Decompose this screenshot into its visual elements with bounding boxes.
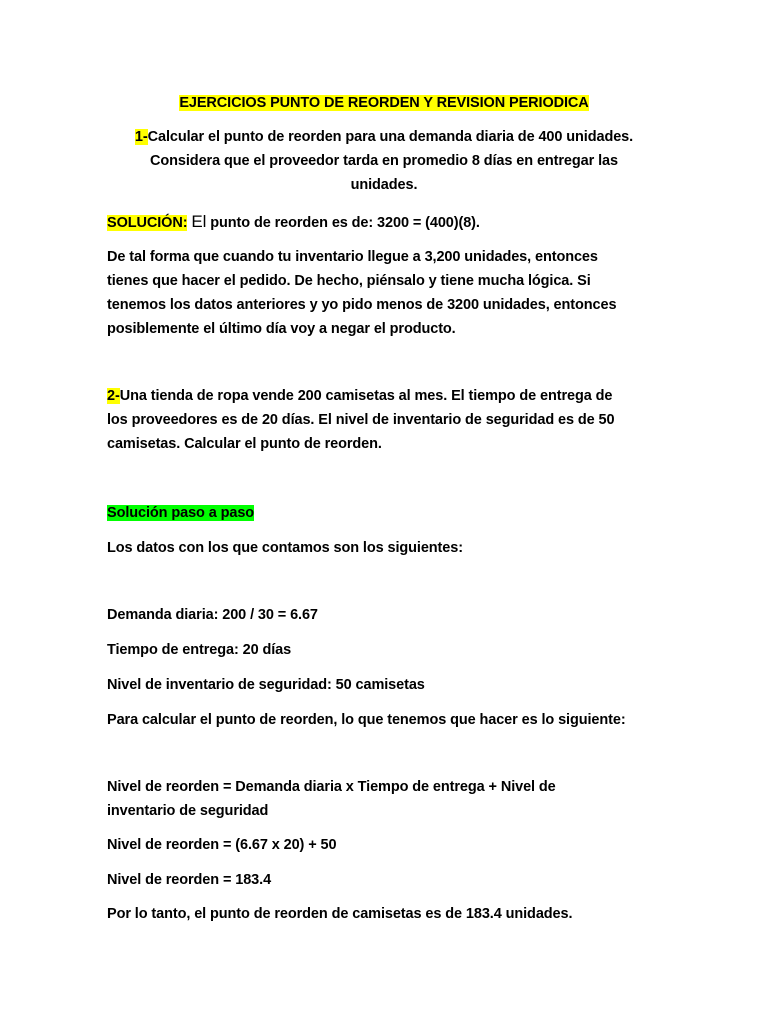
formula-text: Nivel de reorden = (6.67 x 20) + 50 (107, 837, 337, 853)
exercise-2-line-1 (107, 386, 612, 406)
conclusion-text: Por lo tanto, el punto de reorden de camisetas es de 183.4 unidades. (107, 906, 573, 922)
formula-line-4 (107, 870, 271, 890)
exercise-1-paragraph-line-2 (107, 271, 591, 291)
data-lead-time (107, 640, 291, 660)
exercise-2-line-3 (107, 434, 382, 454)
formula-line-2 (107, 801, 268, 821)
paragraph-text: posiblemente el último día voy a negar el producto. (107, 321, 456, 337)
data-text: Tiempo de entrega: 20 días (107, 642, 292, 658)
document-title-row (0, 93, 768, 113)
exercise-1-line-2 (0, 151, 768, 171)
calc-intro-text: Para calcular el punto de reorden, lo que tenemos que hacer es lo siguiente: (107, 712, 626, 728)
exercise-2-intro (107, 538, 463, 558)
step-by-step-label: Solución paso a paso (107, 505, 255, 521)
exercise-2-number: 2- (107, 388, 120, 404)
exercise-1-number: 1- (134, 129, 148, 145)
data-text: Nivel de inventario de seguridad: 50 camisetas (107, 677, 425, 693)
formula-text: inventario de seguridad (107, 803, 269, 819)
exercise-1-paragraph-line-1 (107, 247, 598, 267)
document-title: EJERCICIOS PUNTO DE REORDEN Y REVISION PERIODICA (179, 95, 589, 111)
exercise-1-text-2: Considera que el proveedor tarda en promedio 8 días en entregar las (150, 153, 618, 169)
data-daily-demand (107, 605, 318, 625)
exercise-1-solution (107, 212, 480, 233)
exercise-2-text-2: los proveedores es de 20 días. El nivel de inventario de seguridad es de 50 (107, 412, 615, 428)
exercise-1-line-1 (0, 127, 768, 147)
solution-text: punto de reorden es de: 3200 = (400)(8). (210, 215, 480, 231)
calc-intro (107, 710, 626, 730)
formula-text: Nivel de reorden = 183.4 (107, 872, 272, 888)
data-safety-stock (107, 675, 425, 695)
data-text: Demanda diaria: 200 / 30 = 6.67 (107, 607, 318, 623)
formula-text: Nivel de reorden = Demanda diaria x Tiempo de entrega + Nivel de (107, 779, 556, 795)
exercise-1-text-3: unidades. (350, 177, 418, 193)
exercise-1-line-3 (0, 175, 768, 195)
exercise-2-line-2 (107, 410, 614, 430)
formula-line-3 (107, 835, 336, 855)
exercise-2-text-3: camisetas. Calcular el punto de reorden. (107, 436, 382, 452)
exercise-1-text-1: Calcular el punto de reorden para una demanda diaria de 400 unidades. (147, 129, 634, 145)
paragraph-text: tenemos los datos anteriores y yo pido menos de 3200 unidades, entonces (107, 297, 617, 313)
exercise-1-paragraph-line-4 (107, 319, 456, 339)
solution-label: SOLUCIÓN: (107, 215, 188, 231)
exercise-2-solution-heading (107, 503, 254, 523)
conclusion (107, 904, 572, 924)
solution-lead-word: El (191, 212, 207, 231)
exercise-2-text-1: Una tienda de ropa vende 200 camisetas al mes. El tiempo de entrega de (119, 388, 613, 404)
intro-text: Los datos con los que contamos son los siguientes: (107, 540, 463, 556)
paragraph-text: tienes que hacer el pedido. De hecho, piénsalo y tiene mucha lógica. Si (107, 273, 591, 289)
paragraph-text: De tal forma que cuando tu inventario llegue a 3,200 unidades, entonces (107, 249, 598, 265)
exercise-1-paragraph-line-3 (107, 295, 616, 315)
formula-line-1 (107, 777, 556, 797)
